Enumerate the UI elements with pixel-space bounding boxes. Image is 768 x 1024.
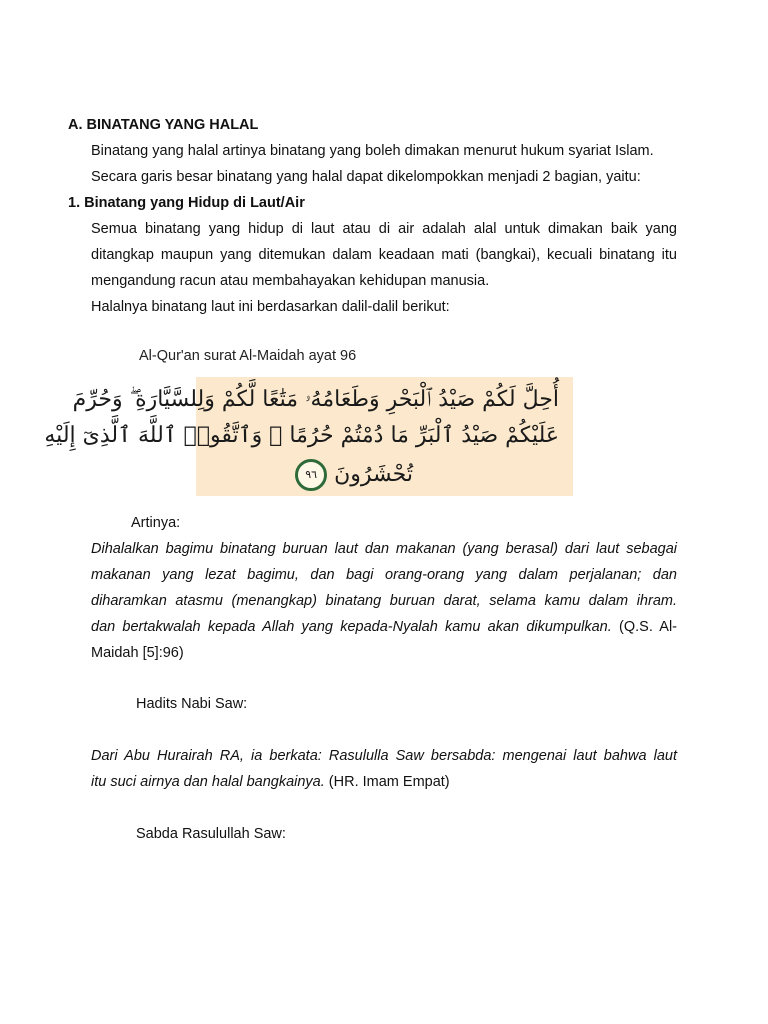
paragraph-line-1: Semua binatang yang hidup di laut atau di air adalah alal untuk dimakan baik yang — [91, 221, 677, 237]
translation-line-3: diharamkan atasmu (menangkap) binatang buruan darat, selama kamu dalam ihram. — [91, 593, 677, 609]
ayah-number-icon: ٩٦ — [295, 459, 327, 491]
subsection-heading-1: 1. Binatang yang Hidup di Laut/Air — [68, 195, 305, 211]
quran-verse-image — [44, 377, 573, 496]
arabic-line-2: عَلَيْكُمْ صَيْدُ ٱلْبَرِّ مَا دُمْتُمْ حُرُمًا ۗ وَٱتَّقُوا۟ ٱللَّهَ ٱلَّذِىٓ إِلَيْهِ — [44, 423, 559, 448]
hadits-ref: (HR. Imam Empat) — [324, 774, 450, 790]
paragraph-line-2: ditangkap maupun yang ditemukan dalam keadaan mati (bangkai), kecuali binatang itu — [91, 247, 677, 263]
translation-line-4-text: dan bertakwalah kepada Allah yang kepada-Nyalah kamu akan dikumpulkan. — [91, 619, 612, 635]
intro-line-2: Secara garis besar binatang yang halal dapat dikelompokkan menjadi 2 bagian, yaitu: — [91, 169, 641, 185]
translation-block — [91, 536, 677, 666]
hadits-line-2: itu suci airnya dan halal bangkainya. — [91, 774, 325, 790]
hadits-block — [91, 743, 677, 795]
hadits-line-2-wrap — [91, 769, 677, 795]
translation-ref-last: Maidah [5]:96) — [91, 645, 184, 661]
sabda-label: Sabda Rasulullah Saw: — [136, 826, 286, 842]
artinya-label: Artinya: — [131, 515, 181, 531]
hadits-label: Hadits Nabi Saw: — [136, 696, 248, 712]
section-heading-a: A. BINATANG YANG HALAL — [68, 117, 259, 133]
translation-line-2: makanan yang lezat bagimu, dan bagi orang-orang yang dalam perjalanan; dan — [91, 567, 677, 583]
hadits-line-1: Dari Abu Hurairah RA, ia berkata: Rasululla Saw bersabda: mengenai laut bahwa laut — [91, 748, 677, 764]
dalil-line: Halalnya binatang laut ini berdasarkan dalil-dalil berikut: — [91, 299, 450, 315]
paragraph-line-3: mengandung racun atau membahayakan kehidupan manusia. — [91, 273, 490, 289]
arabic-line-3 — [295, 459, 413, 491]
translation-ref-inline: (Q.S. Al- — [611, 619, 677, 635]
paragraph-laut — [91, 216, 677, 320]
translation-line-4 — [91, 614, 677, 640]
arabic-line-3-text: تُحْشَرُونَ — [334, 462, 413, 487]
intro-line-1: Binatang yang halal artinya binatang yang boleh dimakan menurut hukum syariat Islam. — [91, 143, 654, 159]
translation-line-1: Dihalalkan bagimu binatang buruan laut dan makanan (yang berasal) dari laut sebagai — [91, 541, 677, 557]
quran-label: Al-Qur'an surat Al-Maidah ayat 96 — [139, 348, 357, 364]
arabic-line-1: أُحِلَّ لَكُمْ صَيْدُ ٱلْبَحْرِ وَطَعَامُهُۥ مَتَٰعًا لَّكُمْ وَلِلسَّيَّارَةِ ۖ وَحُرِّمَ — [72, 387, 559, 412]
